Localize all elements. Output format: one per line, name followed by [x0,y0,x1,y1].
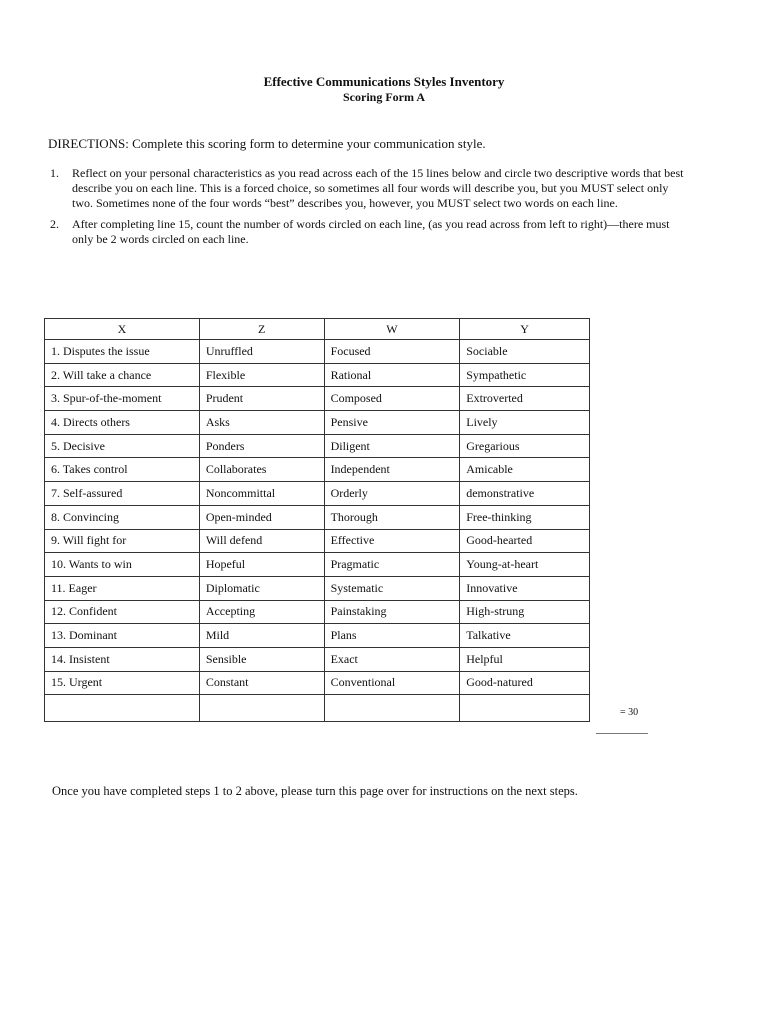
table-cell[interactable]: Gregarious [460,434,590,458]
table-cell[interactable]: Unruffled [199,340,324,364]
step-text: Reflect on your personal characteristics as you read across each of the 15 lines below and circle two descriptive words that best describe you on each line. This is a forced choice, so sometimes all four words will describe you, but you MUST select only two. Sometimes none of the four words “best” describes you, however, you MUST select two words on each line. [72,166,684,210]
table-row [45,647,590,671]
table-cell[interactable]: Mild [199,624,324,648]
table-cell[interactable]: Conventional [324,671,460,695]
table-cell[interactable]: Accepting [199,600,324,624]
table-cell: 1. Disputes the issue [45,340,200,364]
table-cell[interactable]: Flexible [199,363,324,387]
table-cell[interactable]: Talkative [460,624,590,648]
table-row [45,553,590,577]
total-cell-w[interactable] [324,695,460,722]
table-cell[interactable]: Innovative [460,576,590,600]
table-row [45,624,590,648]
total-underline [596,733,648,734]
table-cell[interactable]: Orderly [324,482,460,506]
total-note: = 30 [620,707,639,718]
total-cell-y[interactable] [460,695,590,722]
table-cell[interactable]: Diplomatic [199,576,324,600]
table-cell: 10. Wants to win [45,553,200,577]
column-header-w: W [324,319,460,340]
table-cell[interactable]: Effective [324,529,460,553]
table-cell[interactable]: Hopeful [199,553,324,577]
table-cell[interactable]: Prudent [199,387,324,411]
table-cell[interactable]: Painstaking [324,600,460,624]
table-cell: 12. Confident [45,600,200,624]
step-text: After completing line 15, count the number of words circled on each line, (as you read across from left to right)—there must only be 2 words circled on each line. [72,217,670,246]
table-cell: 5. Decisive [45,434,200,458]
table-cell: 11. Eager [45,576,200,600]
table-cell[interactable]: Lively [460,411,590,435]
table-header-row [45,319,590,340]
footer-note: Once you have completed steps 1 to 2 above, please turn this page over for instructions on the next steps. [52,784,578,798]
table-cell[interactable]: Helpful [460,647,590,671]
table-cell[interactable]: Rational [324,363,460,387]
table-cell: 7. Self-assured [45,482,200,506]
table-row [45,387,590,411]
table-cell[interactable]: Sociable [460,340,590,364]
table-cell[interactable]: Focused [324,340,460,364]
table-cell[interactable]: Exact [324,647,460,671]
table-cell[interactable]: Ponders [199,434,324,458]
table-cell[interactable]: Amicable [460,458,590,482]
table-cell[interactable]: Composed [324,387,460,411]
table-cell[interactable]: Sympathetic [460,363,590,387]
table-row [45,600,590,624]
table-row [45,529,590,553]
table-cell: 9. Will fight for [45,529,200,553]
table-cell[interactable]: High-strung [460,600,590,624]
table-cell[interactable]: Pensive [324,411,460,435]
table-cell[interactable]: Collaborates [199,458,324,482]
table-row [45,458,590,482]
total-cell-x[interactable] [45,695,200,722]
table-cell: 8. Convincing [45,505,200,529]
scoring-table [44,318,590,722]
table-row [45,411,590,435]
table-cell[interactable]: Asks [199,411,324,435]
form-subtitle: Scoring Form A [343,90,425,104]
step-item [48,217,688,247]
table-cell[interactable]: Pragmatic [324,553,460,577]
table-row [45,671,590,695]
column-header-x: X [45,319,200,340]
table-row [45,576,590,600]
table-cell: 3. Spur-of-the-moment [45,387,200,411]
directions-text: DIRECTIONS: Complete this scoring form to determine your communication style. [48,136,486,151]
step-number: 1. [50,166,59,180]
table-cell[interactable]: Systematic [324,576,460,600]
table-cell: 13. Dominant [45,624,200,648]
table-cell[interactable]: Young-at-heart [460,553,590,577]
table-cell[interactable]: Good-natured [460,671,590,695]
table-cell[interactable]: demonstrative [460,482,590,506]
table-cell: 2. Will take a chance [45,363,200,387]
total-cell-z[interactable] [199,695,324,722]
column-header-z: Z [199,319,324,340]
table-row [45,505,590,529]
table-row [45,363,590,387]
table-cell: 15. Urgent [45,671,200,695]
instruction-steps [48,166,688,253]
step-number: 2. [50,217,59,231]
table-cell[interactable]: Thorough [324,505,460,529]
totals-row [45,695,590,722]
table-cell[interactable]: Independent [324,458,460,482]
table-cell: 6. Takes control [45,458,200,482]
step-item [48,166,688,211]
form-title: Effective Communications Styles Inventory [263,74,505,89]
table-cell[interactable]: Open-minded [199,505,324,529]
table-cell[interactable]: Diligent [324,434,460,458]
table-cell[interactable]: Plans [324,624,460,648]
table-cell[interactable]: Sensible [199,647,324,671]
table-cell[interactable]: Extroverted [460,387,590,411]
table-cell[interactable]: Good-hearted [460,529,590,553]
column-header-y: Y [460,319,590,340]
table-row [45,340,590,364]
table-cell[interactable]: Constant [199,671,324,695]
table-cell: 14. Insistent [45,647,200,671]
table-cell: 4. Directs others [45,411,200,435]
table-cell[interactable]: Free-thinking [460,505,590,529]
table-row [45,482,590,506]
table-cell[interactable]: Noncommittal [199,482,324,506]
table-cell[interactable]: Will defend [199,529,324,553]
table-row [45,434,590,458]
